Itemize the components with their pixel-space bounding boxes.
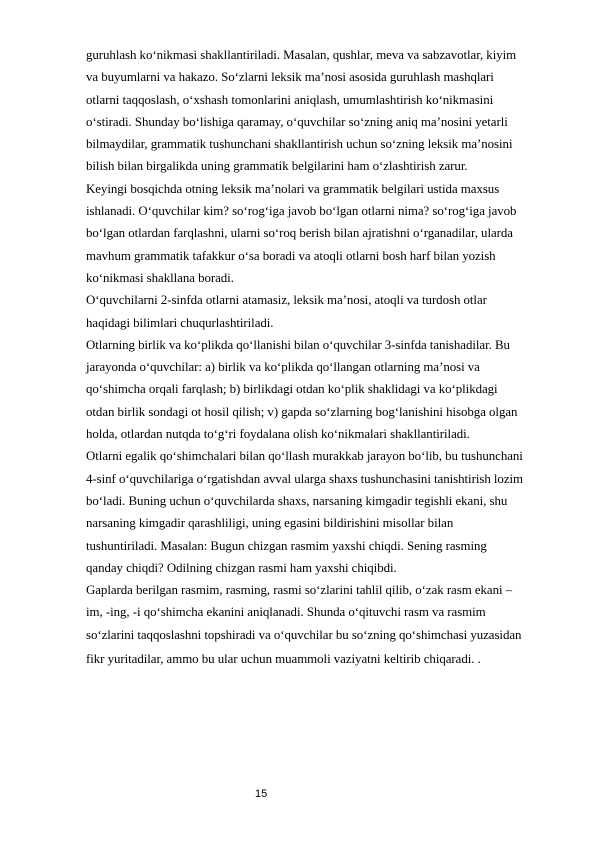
text-line: tushuntiriladi. Masalan: Bugun chizgan rasmim yaxshi chiqdi. Sening rasming: [86, 538, 487, 553]
text-line: otdan birlik sondagi ot hosil qilish; v) gapda so‘zlarning bog‘lanishini hisobga olgan: [86, 404, 518, 419]
text-line: qo‘shimcha orqali farqlash; b) birlikdagi otdan ko‘plik shaklidagi va ko‘plikdagi: [86, 382, 498, 397]
text-line: ko‘nikmasi shakllana boradi.: [86, 270, 234, 285]
text-line: va buyumlarni va hakazo. So‘zlarni leksik ma’nosi asosida guruhlash mashqlari: [86, 70, 494, 85]
text-line: so‘zlarini taqqoslashni topshiradi va o‘quvchilar bu so‘zning qo‘shimchasi yuzasidan: [86, 627, 522, 642]
text-line: Otlarni egalik qo‘shimchalari bilan qo‘llash murakkab jarayon bo‘lib, bu tushunchani: [86, 449, 523, 464]
text-line: O‘quvchilarni 2-sinfda otlarni atamasiz, leksik ma’nosi, atoqli va turdosh otlar: [86, 293, 487, 308]
text-line: narsaning kimgadir qarashliligi, uning egasini bildirishini misollar bilan: [86, 516, 454, 531]
text-line: mavhum grammatik tafakkur o‘sa boradi va atoqli otlarni bosh harf bilan yozish: [86, 248, 496, 263]
text-line: im, -ing, -i qo‘shimcha ekanini aniqlanadi. Shunda o‘qituvchi rasm va rasmim: [86, 605, 486, 620]
text-line: guruhlash ko‘nikmasi shakllantiriladi. Masalan, qushlar, meva va sabzavotlar, kiyim: [86, 48, 517, 62]
text-line: Keyingi bosqichda otning leksik ma’nolari va grammatik belgilari ustida maxsus: [86, 181, 500, 196]
text-line: jarayonda o‘quvchilar: a) birlik va ko‘plikda qo‘llangan otlarning ma’nosi va: [86, 360, 480, 375]
text-line: holda, otlardan nutqda to‘g‘ri foydalana olish ko‘nikmalari shakllantiriladi.: [86, 427, 470, 442]
text-line: bilish bilan birgalikda uning grammatik belgilarini ham o‘zlashtirish zarur.: [86, 159, 468, 174]
text-line: bo‘ladi. Buning uchun o‘quvchilarda shaxs, narsaning kimgadir tegishli ekani, shu: [86, 493, 508, 508]
page-number: 15: [255, 788, 268, 800]
text-line: Gaplarda berilgan rasmim, rasming, rasmi so‘zlarini tahlil qilib, o‘zak rasm ekani –: [86, 583, 513, 598]
text-line: bo‘lgan otlardan farqlashni, ularni so‘roq berish bilan ajratishni o‘rganadilar, ularda: [86, 226, 513, 241]
text-line: o‘stiradi. Shunday bo‘lishiga qaramay, o‘quvchilar so‘zning aniq ma’nosini yetarli: [86, 114, 508, 129]
text-line: qanday chiqdi? Odilning chizgan rasmi ham yaxshi chiqibdi.: [86, 560, 397, 575]
text-line: ishlanadi. O‘quvchilar kim? so‘rog‘iga javob bo‘lgan otlarni nima? so‘rog‘iga javob: [86, 204, 517, 219]
text-line: haqidagi bilimlari chuqurlashtiriladi.: [86, 315, 274, 330]
text-line: 4-sinf o‘quvchilariga o‘rgatishdan avval ularga shaxs tushunchasini tanishtirish lozim: [86, 471, 523, 486]
text-line: fikr yuritadilar, ammo bu ular uchun muammoli vaziyatni keltirib chiqaradi. .: [86, 652, 481, 667]
text-line: Otlarning birlik va ko‘plikda qo‘llanishi bilan o‘quvchilar 3-sinfda tanishadilar. Bu: [86, 337, 510, 352]
text-line: bilmaydilar, grammatik tushunchani shakllantirish uchun so‘zning leksik ma’nosini: [86, 137, 513, 152]
document-body: [86, 44, 576, 672]
text-line: otlarni taqqoslash, o‘xshash tomonlarini aniqlash, umumlashtirish ko‘nikmasini: [86, 92, 494, 107]
